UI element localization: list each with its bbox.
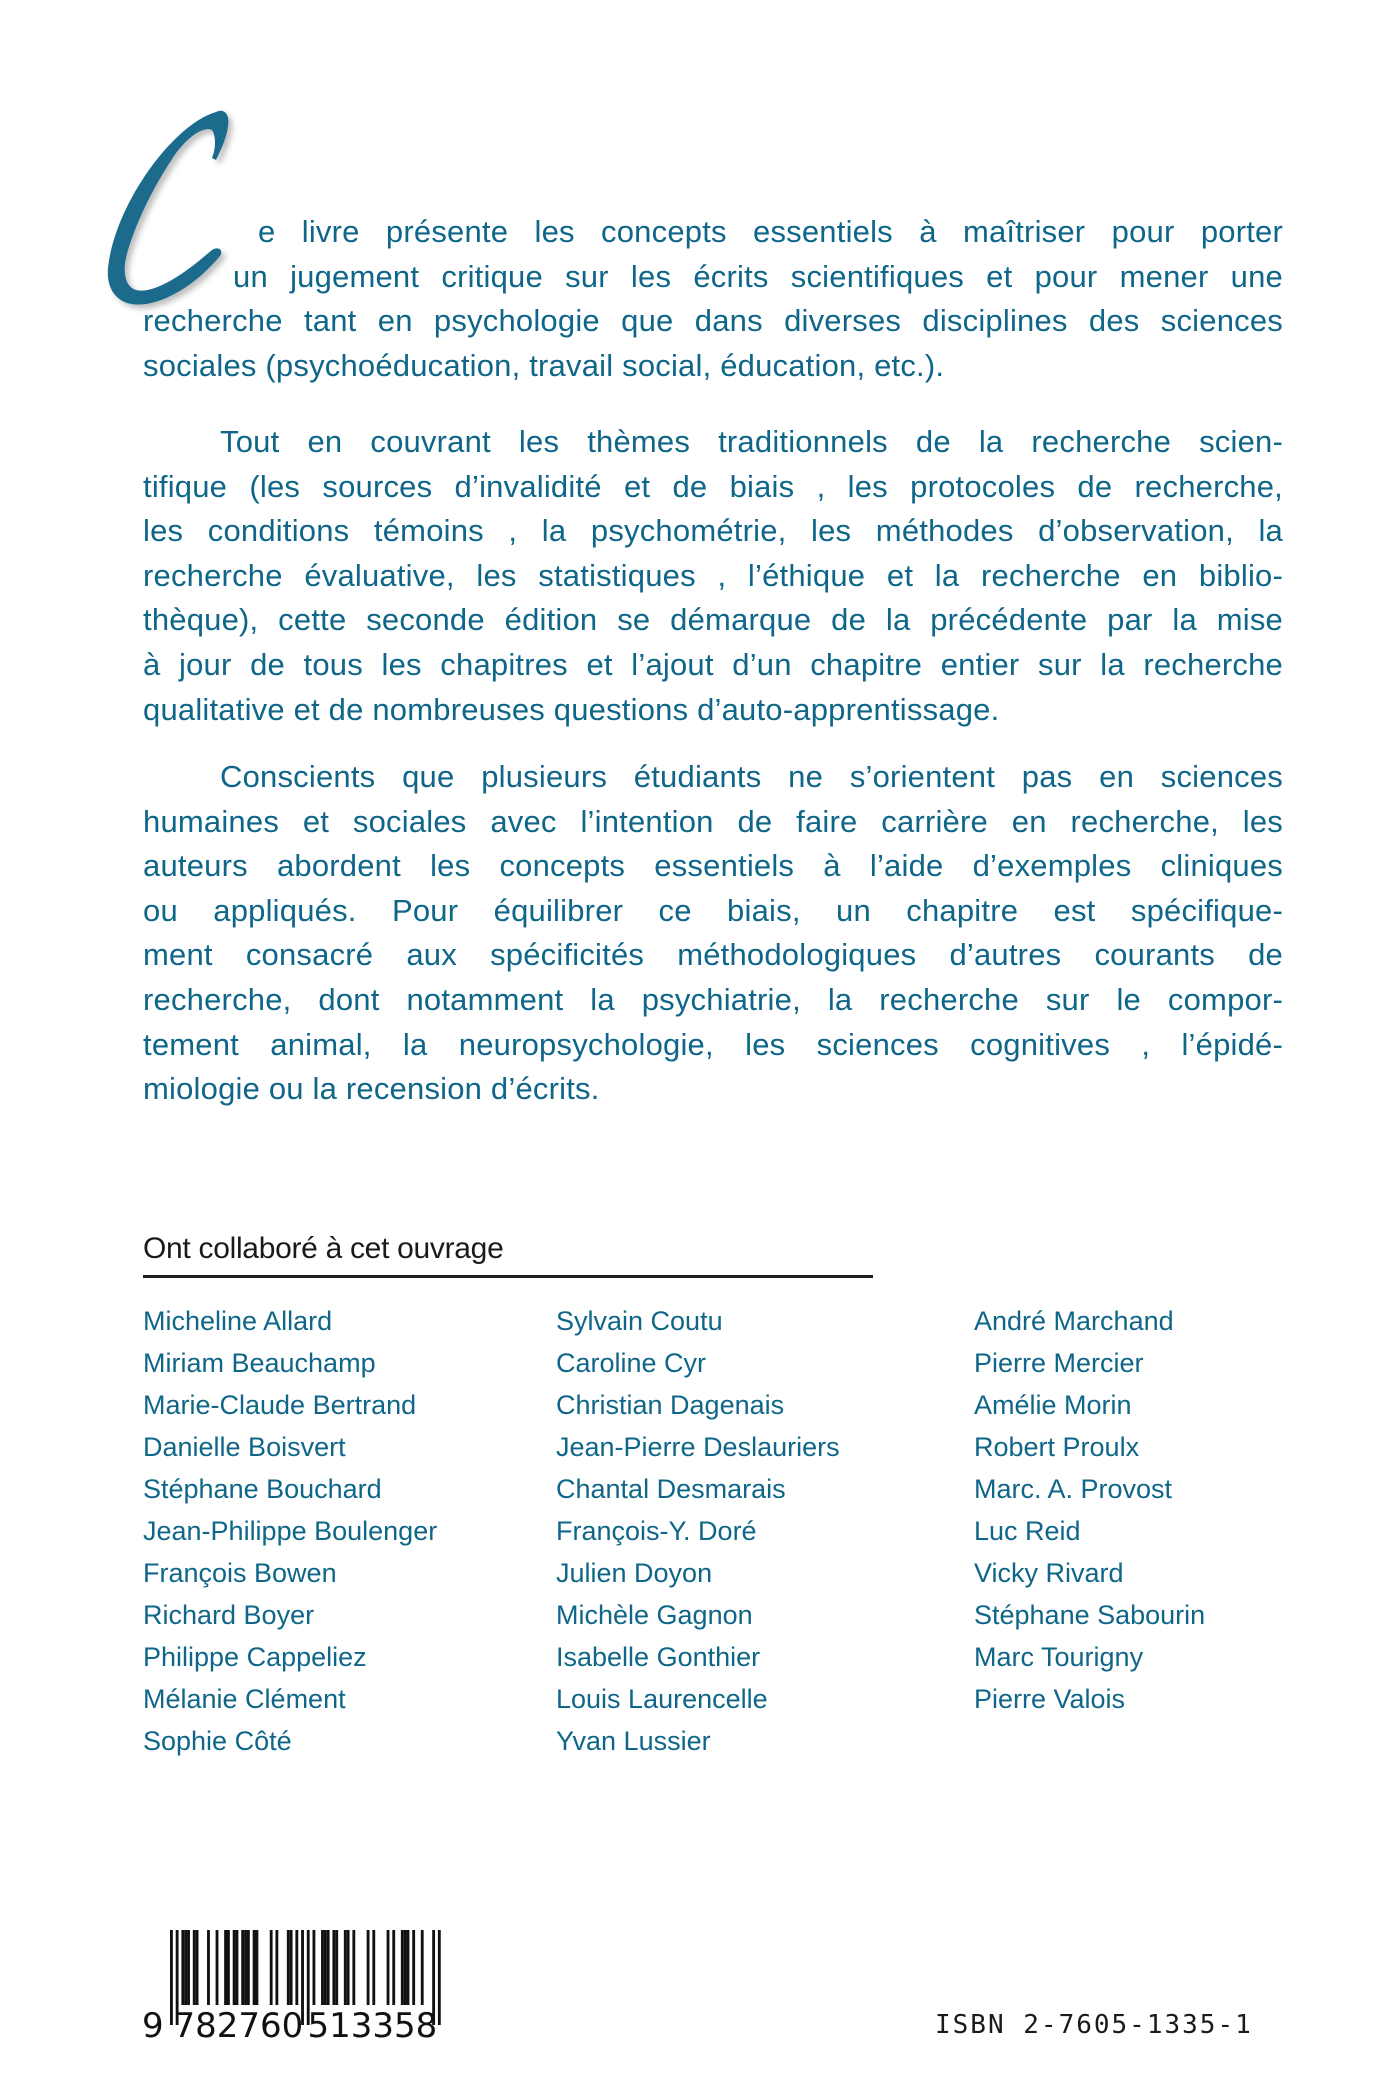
barcode-bar: [236, 1930, 239, 2005]
barcode-bar: [321, 1930, 324, 2005]
contributors-heading: Ont collaboré à cet ouvrage: [143, 1232, 504, 1265]
contributor-name: Caroline Cyr: [556, 1348, 707, 1378]
contributor-name: Louis Laurencelle: [556, 1684, 768, 1714]
contributor-name: Luc Reid: [974, 1516, 1081, 1546]
barcode-bar: [313, 1930, 316, 2005]
blurb-line: humaines et sociales avec l’intention de faire carrière en recherche, les: [143, 803, 1283, 839]
contributor-name: Sophie Côté: [143, 1726, 292, 1756]
barcode-bar: [344, 1930, 347, 2005]
blurb-line: auteurs abordent les concepts essentiels à l’aide d’exemples cliniques: [143, 848, 1283, 884]
blurb-line: ou appliqués. Pour équilibrer ce biais, un chapitre est spécifique-: [143, 892, 1283, 928]
barcode-bar: [216, 1930, 219, 2005]
blurb-paragraph-3: [143, 755, 1283, 1112]
barcode-bar: [332, 1930, 335, 2005]
barcode-bar: [387, 1930, 390, 2005]
contributor-name: Jean-Pierre Deslauriers: [556, 1432, 840, 1462]
blurb-paragraph-1: [143, 210, 1283, 388]
contributor-name: Marc. A. Provost: [974, 1474, 1173, 1504]
barcode-bar: [181, 1930, 184, 2005]
barcode-bar: [290, 1930, 293, 2005]
barcode-bar: [401, 1930, 404, 2005]
contributor-name: Amélie Morin: [974, 1390, 1132, 1420]
blurb-line: un jugement critique sur les écrits scientifiques et pour mener une: [233, 258, 1283, 294]
contributor-name: Marc Tourigny: [974, 1642, 1144, 1672]
blurb-line: tement animal, la neuropsychologie, les sciences cognitives , l’épidé-: [143, 1026, 1283, 1062]
barcode-bar: [227, 1930, 230, 2005]
contributor-name: Sylvain Coutu: [556, 1306, 723, 1336]
barcode-bar: [253, 1930, 256, 2005]
blurb-line: ment consacré aux spécificités méthodologiques d’autres courants de: [143, 937, 1283, 973]
barcode-bar: [184, 1930, 187, 2005]
blurb-paragraph-2: [143, 420, 1283, 732]
barcode-bar: [324, 1930, 327, 2005]
barcode-bar: [407, 1930, 410, 2005]
contributors-column-2: [556, 1300, 840, 1762]
contributor-name: Jean-Philippe Boulenger: [143, 1516, 438, 1546]
barcode-bar: [295, 1930, 298, 2005]
barcode-digits: 513358: [307, 2006, 438, 2045]
barcode-bar: [275, 1930, 278, 2005]
barcode-bar: [193, 1930, 196, 2005]
blurb-line: recherche, dont notamment la psychiatrie, la recherche sur le compor-: [143, 981, 1283, 1017]
contributors-divider: [143, 1275, 873, 1278]
contributor-name: François Bowen: [143, 1558, 337, 1588]
contributor-name: Micheline Allard: [143, 1306, 333, 1336]
contributor-name: Miriam Beauchamp: [143, 1348, 376, 1378]
contributor-name: Danielle Boisvert: [143, 1432, 346, 1462]
barcode-bar: [392, 1930, 395, 2005]
blurb-line: Tout en couvrant les thèmes traditionnels de la recherche scien-: [220, 424, 1283, 459]
contributor-name: Philippe Cappeliez: [143, 1642, 367, 1672]
contributor-name: Mélanie Clément: [143, 1684, 346, 1714]
barcode-bar: [438, 1930, 441, 2025]
blurb-line: miologie ou la recension d’écrits.: [143, 1071, 600, 1107]
contributors-column-3: [974, 1300, 1205, 1720]
contributor-name: André Marchand: [974, 1306, 1174, 1336]
contributor-name: Pierre Mercier: [974, 1348, 1144, 1378]
barcode-digits: 782760: [173, 2006, 304, 2045]
barcode-bar: [347, 1930, 350, 2005]
barcode-bar: [270, 1930, 273, 2005]
barcode-bar: [247, 1930, 250, 2005]
contributor-name: François-Y. Doré: [556, 1516, 757, 1546]
isbn-number: ISBN 2-7605-1335-1: [935, 2010, 1253, 2040]
blurb-line: les conditions témoins , la psychométrie, les méthodes d’observation, la: [143, 513, 1283, 549]
contributor-name: Christian Dagenais: [556, 1390, 785, 1420]
blurb-line: tifique (les sources d’invalidité et de biais , les protocoles de recherche,: [143, 468, 1283, 504]
contributor-name: Yvan Lussier: [556, 1726, 711, 1756]
contributor-name: Vicky Rivard: [974, 1558, 1124, 1588]
blurb-line: Conscients que plusieurs étudiants ne s’orientent pas en sciences: [220, 759, 1283, 794]
blurb-line: sociales (psychoéducation, travail social, éducation, etc.).: [143, 347, 945, 383]
barcode-bar: [233, 1930, 236, 2005]
contributor-name: Michèle Gagnon: [556, 1600, 753, 1630]
barcode: [140, 1925, 470, 2045]
contributor-name: Julien Doyon: [556, 1558, 713, 1588]
contributor-name: Isabelle Gonthier: [556, 1642, 761, 1672]
contributor-name: Robert Proulx: [974, 1432, 1140, 1462]
barcode-bar: [187, 1930, 190, 2005]
barcode-bar: [372, 1930, 375, 2005]
blurb-line: recherche tant en psychologie que dans diverses disciplines des sciences: [143, 303, 1283, 339]
barcode-bar: [404, 1930, 407, 2005]
barcode-bar: [207, 1930, 210, 2005]
blurb-line: thèque), cette seconde édition se démarque de la précédente par la mise: [143, 602, 1283, 638]
barcode-bar: [244, 1930, 247, 2005]
contributor-name: Stéphane Bouchard: [143, 1474, 382, 1504]
blurb-line: qualitative et de nombreuses questions d’auto-apprentissage.: [143, 691, 1000, 727]
contributor-name: Marie-Claude Bertrand: [143, 1390, 417, 1420]
barcode-bar: [287, 1930, 290, 2005]
barcode-bar: [412, 1930, 415, 2005]
contributor-name: Richard Boyer: [143, 1600, 315, 1630]
blurb-line: recherche évaluative, les statistiques , l’éthique et la recherche en biblio-: [143, 557, 1283, 593]
barcode-bar: [256, 1930, 259, 2005]
barcode-bar: [170, 1930, 173, 2025]
contributor-name: Pierre Valois: [974, 1684, 1126, 1714]
barcode-bar: [241, 1930, 244, 2005]
blurb-line: à jour de tous les chapitres et l’ajout d’un chapitre entier sur la recherche: [143, 646, 1283, 682]
barcode-bar: [335, 1930, 338, 2005]
barcode-bar: [352, 1930, 355, 2005]
contributors-column-1: [143, 1300, 437, 1762]
barcode-digits: 9: [142, 2006, 164, 2045]
barcode-bar: [196, 1930, 199, 2005]
barcode-bar: [327, 1930, 330, 2005]
contributor-name: Stéphane Sabourin: [974, 1600, 1206, 1630]
barcode-bar: [224, 1930, 227, 2005]
barcode-bar: [421, 1930, 424, 2005]
blurb-line: e livre présente les concepts essentiels à maîtriser pour porter: [258, 214, 1283, 249]
contributor-name: Chantal Desmarais: [556, 1474, 786, 1504]
barcode-bar: [367, 1930, 370, 2005]
